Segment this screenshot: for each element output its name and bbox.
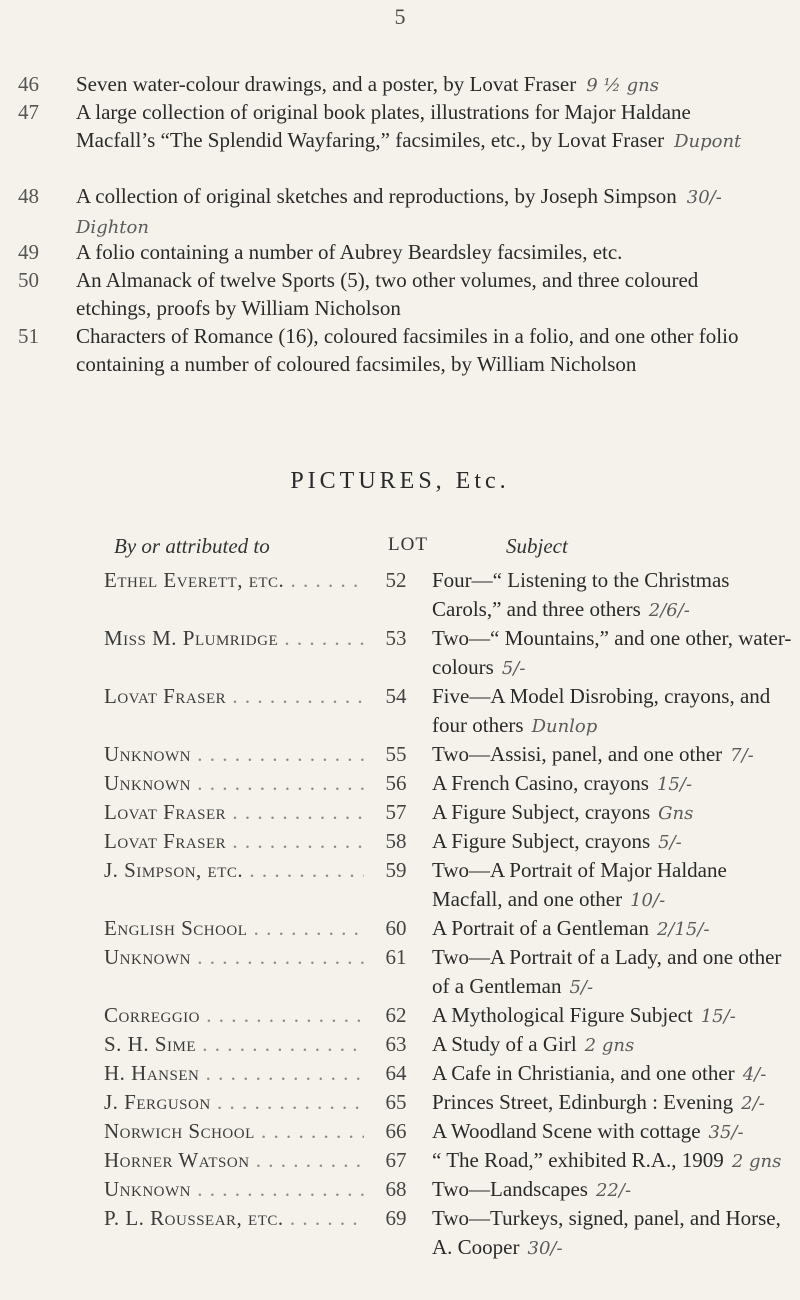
artist-name: Correggio . . . — [104, 1001, 364, 1030]
artist-name: J. Simpson, etc. . . . — [104, 856, 364, 885]
lot-description: Characters of Romance (16), coloured facsimiles in a folio, and one other folio containing a number of coloured facsimiles, by William Nicholson — [76, 324, 739, 376]
table-row — [0, 943, 800, 1001]
table-row — [0, 1146, 800, 1175]
lot-number: 52 — [385, 568, 407, 592]
subject-text: Two—“ Mountains,” and one other, water-colours — [432, 626, 792, 679]
lot-number: 66 — [385, 1119, 407, 1143]
lot-description: Seven water-colour drawings, and a poster, by Lovat Fraser — [76, 72, 577, 96]
subject-text: A Figure Subject, crayons — [432, 829, 651, 853]
lot-list — [18, 70, 758, 406]
handwritten-price: 5/- — [658, 832, 682, 853]
page-number: 5 — [394, 4, 406, 29]
handwritten-price: 9 ½ gns — [586, 75, 659, 96]
lot-entry — [18, 70, 758, 98]
handwritten-price: 5/- — [501, 658, 526, 679]
handwritten-price: 22/- — [595, 1180, 632, 1201]
lot-number: 61 — [385, 945, 407, 969]
lot-description: A collection of original sketches and reproductions, by Joseph Simpson — [76, 184, 677, 208]
table-row — [0, 682, 800, 740]
table-row — [0, 624, 800, 682]
artist-name: Unknown . . . — [104, 769, 364, 798]
handwritten-price: 15/- — [656, 774, 693, 795]
column-header-artist: By or attributed to — [114, 534, 270, 558]
table-row — [0, 1088, 800, 1117]
artist-name: English School . . . — [104, 914, 364, 943]
lot-number: 63 — [385, 1032, 407, 1056]
subject-text: A Figure Subject, crayons — [432, 800, 651, 824]
subject-text: A Study of a Girl — [432, 1032, 577, 1056]
subject-text: Four—“ Listening to the Christmas Carols,” and three others — [432, 568, 730, 621]
handwritten-price: 2/- — [741, 1093, 765, 1114]
artist-name: Lovat Fraser . . . — [104, 798, 364, 827]
subject-text: Princes Street, Edinburgh : Evening — [432, 1090, 734, 1114]
handwritten-price: 2 gns — [584, 1035, 635, 1056]
table-row — [0, 1175, 800, 1204]
table-row — [0, 1059, 800, 1088]
subject-text: Two—Turkeys, signed, panel, and Horse, A. Cooper — [432, 1206, 781, 1259]
handwritten-price: 15/- — [700, 1006, 736, 1027]
lot-description: An Almanack of twelve Sports (5), two other volumes, and three coloured etchings, proofs by William Nicholson — [76, 268, 699, 320]
lot-number: 48 — [18, 184, 39, 208]
lot-number: 68 — [385, 1177, 407, 1201]
handwritten-price: Gns — [658, 803, 694, 824]
lot-number: 57 — [385, 800, 407, 824]
lot-number: 59 — [385, 858, 407, 882]
lot-entry — [18, 182, 758, 238]
subject-text: Two—Assisi, panel, and one other — [432, 742, 723, 766]
artist-name: Norwich School . . . — [104, 1117, 364, 1146]
lot-number: 64 — [385, 1061, 407, 1085]
lot-entry — [18, 322, 758, 406]
table-row — [0, 1001, 800, 1030]
handwritten-price: 35/- — [708, 1122, 744, 1143]
subject-text: A Woodland Scene with cottage — [432, 1119, 701, 1143]
column-header-lot: LOT — [388, 534, 428, 555]
artist-name: Lovat Fraser . . . — [104, 827, 364, 856]
lot-number: 69 — [385, 1206, 407, 1230]
table-row — [0, 914, 800, 943]
artist-name: P. L. Roussear, etc. . . . — [104, 1204, 364, 1233]
subject-text: A Portrait of a Gentleman — [432, 916, 649, 940]
artist-name: Unknown . . . — [104, 740, 364, 769]
artist-name: Miss M. Plumridge . . . — [104, 624, 364, 653]
lot-number: 53 — [385, 626, 407, 650]
lot-number: 55 — [385, 742, 407, 766]
table-row — [0, 769, 800, 798]
lot-number: 46 — [18, 72, 39, 96]
table-row — [0, 856, 800, 914]
artist-name: Horner Watson . . . — [104, 1146, 364, 1175]
artist-name: Unknown . . . — [104, 943, 364, 972]
lot-number: 56 — [385, 771, 407, 795]
table-row — [0, 798, 800, 827]
pictures-table — [0, 566, 800, 1262]
lot-number: 51 — [18, 324, 39, 348]
table-row — [0, 1204, 800, 1262]
handwritten-price: 4/- — [742, 1064, 767, 1085]
handwritten-price: Dunlop — [531, 716, 598, 737]
subject-text: Two—Landscapes — [432, 1177, 588, 1201]
subject-text: Two—A Portrait of a Lady, and one other of a Gentleman — [432, 945, 782, 998]
handwritten-price: 2/6/- — [648, 600, 690, 621]
artist-name: Ethel Everett, etc. . . . — [104, 566, 364, 595]
subject-text: Five—A Model Disrobing, crayons, and four others — [432, 684, 771, 737]
lot-number: 60 — [385, 916, 407, 940]
column-header-subject: Subject — [506, 534, 568, 558]
table-row — [0, 827, 800, 856]
subject-text: Two—A Portrait of Major Haldane Macfall, and one other — [432, 858, 727, 911]
lot-entry — [18, 266, 758, 322]
section-title: PICTURES, Etc. — [290, 468, 510, 494]
lot-number: 65 — [385, 1090, 407, 1114]
table-row — [0, 740, 800, 769]
handwritten-price: 30/- — [527, 1238, 563, 1259]
subject-text: A Mythological Figure Subject — [432, 1003, 693, 1027]
handwritten-price: Dupont — [674, 131, 742, 152]
lot-number: 58 — [385, 829, 407, 853]
artist-name: H. Hansen . . . — [104, 1059, 364, 1088]
subject-text: A Cafe in Christiania, and one other — [432, 1061, 735, 1085]
lot-entry — [18, 238, 758, 266]
lot-number: 47 — [18, 100, 39, 124]
lot-number: 67 — [385, 1148, 407, 1172]
handwritten-price: 7/- — [730, 745, 754, 766]
handwritten-price: 2 gns — [731, 1151, 782, 1172]
handwritten-price: 2/15/- — [656, 919, 710, 940]
lot-number: 49 — [18, 240, 39, 264]
lot-number: 54 — [385, 684, 407, 708]
table-row — [0, 1117, 800, 1146]
handwritten-price: 5/- — [569, 977, 594, 998]
lot-entry — [18, 98, 758, 182]
lot-number: 50 — [18, 268, 39, 292]
subject-text: A French Casino, crayons — [432, 771, 649, 795]
artist-name: Lovat Fraser . . . — [104, 682, 364, 711]
handwritten-price: 30/- Dighton — [76, 187, 722, 238]
subject-text: “ The Road,” exhibited R.A., 1909 — [432, 1148, 724, 1172]
lot-description: A folio containing a number of Aubrey Beardsley facsimiles, etc. — [76, 240, 623, 264]
lot-number: 62 — [385, 1003, 407, 1027]
lot-description: A large collection of original book plates, illustrations for Major Haldane Macfall’s “The Splendid Wayfaring,” facsimiles, etc., by Lovat Fraser — [76, 100, 691, 152]
table-row — [0, 1030, 800, 1059]
artist-name: S. H. Sime . . . — [104, 1030, 364, 1059]
handwritten-price: 10/- — [630, 890, 666, 911]
artist-name: J. Ferguson . . . — [104, 1088, 364, 1117]
artist-name: Unknown . . . — [104, 1175, 364, 1204]
table-row — [0, 566, 800, 624]
